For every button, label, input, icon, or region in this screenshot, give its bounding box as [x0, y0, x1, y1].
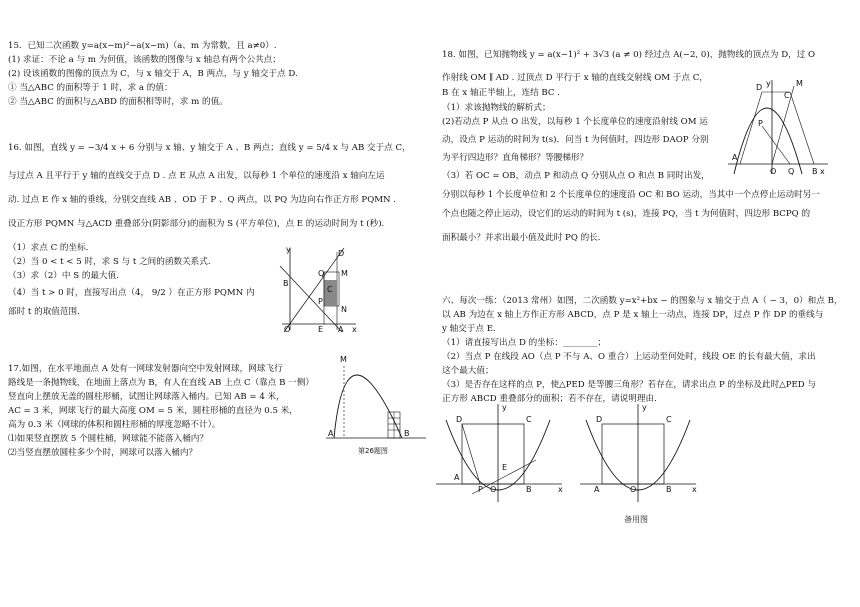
- label-y: y: [766, 79, 771, 88]
- label-o: O: [770, 167, 777, 176]
- label-c: C: [327, 285, 333, 294]
- ray-om: [772, 86, 794, 164]
- label-d: D: [596, 415, 603, 424]
- q16-line: （3）求（2）中 S 的最大值.: [8, 271, 119, 281]
- q17-line: 路线是一条抛物线，在地面上落点为 B，有人在直线 AB 上点 C（靠点 B 一侧）: [8, 378, 314, 388]
- label-y: y: [642, 403, 647, 412]
- line-dp: [462, 424, 480, 484]
- q18-line: B 在 x 轴正半轴上，连结 BC .: [442, 88, 560, 98]
- q6-line: 六、每次一练：（2013 常州）如图，二次函数 y=x²+bx − 的图象与 x 轴交于点 A（ − 3，0）和点 B，: [442, 296, 843, 306]
- q16-line: 设正方形 PQMN 与△ACD 重叠部分(阴影部分)的面积为 S (平方单位)，点 E 的运动时间为 t (秒).: [8, 219, 385, 229]
- label-m: M: [341, 269, 348, 278]
- q6-line: 以 AB 为边在 x 轴上方作正方形 ABCD，点 P 是 x 轴上一动点，连接 DP，过点 P 作 DP 的垂线与: [442, 310, 824, 320]
- label-c: C: [784, 91, 790, 100]
- q16-line: （2）当 0 < t < 5 时，求 S 与 t 之间的函数关系式.: [8, 257, 211, 267]
- label-c: C: [666, 415, 672, 424]
- line-cb: [790, 92, 814, 164]
- q15-line: ① 当△ABC 的面积等于 1 时，求 a 的值：: [8, 83, 173, 93]
- q17-line: 高为 0.3 米（网球的体积和圆柱形桶的厚度忽略不计）。: [8, 420, 221, 430]
- q6-line: 这个最大值；: [442, 366, 494, 376]
- q18-line: 面积最小？并求出最小值及此时 PQ 的长.: [442, 233, 601, 243]
- q15-line: 15．已知二次函数 y=a(x−m)²−a(x−m)（a、m 为常数，且 a≠0）.: [8, 41, 277, 51]
- q18-line: 为平行四边形？直角梯形？等腰梯形？: [442, 153, 589, 163]
- label-b: B: [666, 485, 672, 494]
- q17-figure: [326, 352, 426, 448]
- q18-line: (2)若动点 P 从点 O 出发，以每秒 1 个长度单位的速度沿射线 OM 运: [442, 117, 708, 127]
- q18-figure: [728, 76, 830, 176]
- label-a: A: [454, 473, 460, 482]
- label-b: B: [283, 279, 289, 288]
- label-a: A: [594, 485, 600, 494]
- label-x: x: [820, 167, 825, 176]
- q18-line: 分别以每秒 1 个长度单位和 2 个长度单位的速度沿 OC 和 BO 运动，当其中一个点停止运动时另一: [442, 190, 820, 200]
- q6-backup-figure: [580, 400, 700, 504]
- label-x: x: [692, 485, 697, 494]
- q18-line: 作射线 OM ∥ AD . 过顶点 D 平行于 x 轴的直线交射线 OM 于点 C，: [442, 73, 708, 83]
- label-d: D: [338, 249, 345, 258]
- label-o: O: [630, 485, 637, 494]
- q6-line: （1）请直接写出点 D 的坐标：________；: [442, 338, 606, 348]
- label-p: P: [318, 297, 323, 306]
- label-q: Q: [318, 269, 325, 278]
- q16-line: 部时 t 的取值范围.: [8, 307, 80, 317]
- label-e: E: [502, 463, 508, 472]
- label-e: E: [318, 325, 324, 334]
- q15-line: (1) 求证：不论 a 与 m 为何值，该函数的图像与 x 轴总有两个公共点；: [8, 55, 281, 65]
- label-p: P: [478, 485, 483, 494]
- q6-line: （2）当点 P 在线段 AO（点 P 不与 A、O 重合）上运动至何处时，线段 OE 的长有最大值，求出: [442, 352, 816, 362]
- q17-line: ⑴如果竖直摆放 5 个圆柱桶，网球能不能落入桶内？: [8, 434, 208, 444]
- q6-line: （3）是否存在这样的点 P，使△PED 是等腰三角形？若存在，请求出点 P 的坐标及此时△PED 与: [442, 380, 816, 390]
- label-x: x: [558, 485, 563, 494]
- q6-figure: [436, 400, 568, 504]
- label-a: A: [328, 429, 334, 438]
- q18-line: 18. 如图，已知抛物线 y = a(x−1)² + 3√3 (a ≠ 0) 经过点 A(−2, 0)，抛物线的顶点为 D，过 O: [442, 50, 816, 60]
- q6-line: y 轴交于点 E.: [442, 324, 496, 334]
- q17-line: 竖直向上摆放无盖的圆柱形桶，试图让网球落入桶内。已知 AB = 4 米，: [8, 392, 285, 402]
- label-q: Q: [788, 167, 795, 176]
- line-pq: [762, 126, 790, 164]
- q18-line: 个点也随之停止运动，设它们的运动的时间为 t (s)，连接 PQ，当 t 为何值时，四边形 BCPQ 的: [442, 209, 811, 219]
- label-y: y: [502, 403, 507, 412]
- q16-line: 动. 过点 E 作 x 轴的垂线，分别交直线 AB 、OD 于 P 、Q 两点，以 PQ 为边向右作正方形 PQMN .: [8, 195, 397, 205]
- q17-line: ⑵当竖直摆放圆柱多少个时，网球可以落入桶内？: [8, 448, 198, 458]
- label-d: D: [456, 415, 463, 424]
- q15-line: ② 当△ABC 的面积与△ABD 的面积相等时，求 m 的值。: [8, 97, 228, 107]
- q18-line: （1）求该抛物线的解析式；: [442, 103, 551, 113]
- q16-line: 与过点 A 且平行于 y 轴的直线交于点 D . 点 E 从点 A 出发，以每秒 1 个单位的速度沿 x 轴向左运: [8, 171, 385, 181]
- q17-line: 17.如图，在水平地面点 A 处有一网球发射器向空中发射网球，网球飞行: [8, 364, 283, 374]
- label-p: P: [758, 119, 763, 128]
- label-o: O: [284, 325, 291, 334]
- label-y: y: [286, 245, 291, 254]
- label-o: O: [490, 485, 497, 494]
- q18-line: （3）若 OC = OB，动点 P 和动点 Q 分别从点 O 和点 B 同时出发，: [442, 171, 710, 181]
- label-m: M: [340, 355, 347, 364]
- line-ad: [740, 92, 762, 164]
- q16-figure: [278, 246, 358, 332]
- label-a: A: [732, 153, 738, 162]
- label-b: B: [812, 167, 818, 176]
- label-x: x: [352, 325, 357, 334]
- label-b: B: [404, 429, 410, 438]
- label-a: A: [338, 325, 344, 334]
- label-n: N: [341, 305, 347, 314]
- q16-line: 16. 如图，直线 y = −3/4 x + 6 分别与 x 轴、y 轴交于 A 、B 两点；直线 y = 5/4 x 与 AB 交于点 C，: [8, 143, 411, 153]
- q18-line: 动，设点 P 运动的时间为 t(s)．问当 t 为何值时，四边形 DAOP 分别: [442, 135, 709, 145]
- q16-line: （1）求点 C 的坐标.: [8, 243, 89, 253]
- square-abcd: [602, 424, 664, 484]
- label-m: M: [796, 79, 803, 88]
- q6-line: 正方形 ABCD 重叠部分的面积；若不存在，请说明理由.: [442, 394, 657, 404]
- label-c: C: [526, 415, 532, 424]
- q16-line: （4）当 t > 0 时，直接写出点（4， 9/2 ）在正方形 PQMN 内: [8, 288, 255, 298]
- label-d: D: [756, 83, 763, 92]
- fig26-caption: 第26题图: [358, 447, 388, 455]
- q17-line: AC = 3 米，网球飞行的最大高度 OM = 5 米，圆柱形桶的直径为 0.5 米，: [8, 406, 298, 416]
- label-b: B: [526, 485, 532, 494]
- q15-line: (2) 设该函数的图像的顶点为 C，与 x 轴交于 A，B 两点，与 y 轴交于点 D.: [8, 69, 298, 79]
- backup-caption: 备用图: [624, 515, 648, 524]
